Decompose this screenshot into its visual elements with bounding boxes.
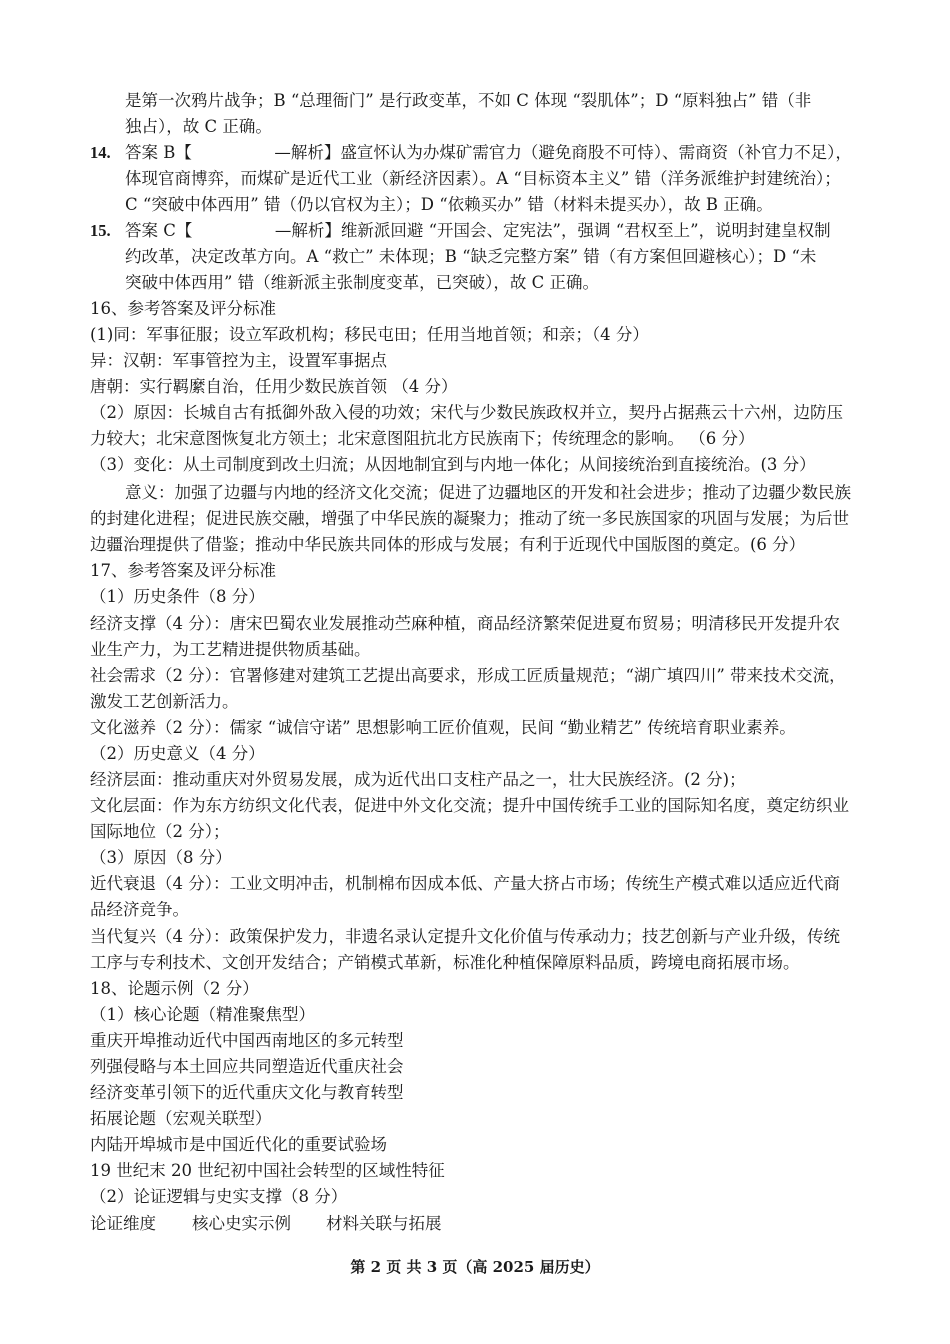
- text-line: 内陆开埠城市是中国近代化的重要试验场: [90, 1135, 387, 1154]
- text-line: 列强侵略与本土回应共同塑造近代重庆社会: [90, 1057, 404, 1076]
- text-line: 社会需求（2 分）：官署修建对建筑工艺提出高要求，形成工匠质量规范；“湖广填四川” 带来技术交流，: [90, 666, 846, 685]
- text-line: 唐朝：实行羁縻自治，任用少数民族首领 （4 分）: [90, 377, 458, 396]
- text-line: （2）历史意义（4 分）: [90, 744, 265, 763]
- text-line: 经济层面：推动重庆对外贸易发展，成为近代出口支柱产品之一，壮大民族经济。(2 分)；: [90, 770, 746, 789]
- question-number-15: 15.: [90, 221, 111, 240]
- text-line: C “突破中体西用” 错（仍以官权为主）；D “依赖买办” 错（材料未提买办），故 B 正确。: [125, 195, 773, 214]
- text-line: 重庆开埠推动近代中国西南地区的多元转型: [90, 1031, 404, 1050]
- text-line: 近代衰退（4 分）：工业文明冲击，机制棉布因成本低、产量大挤占市场；传统生产模式难以适应近代商: [90, 874, 840, 893]
- text-line: 业生产力，为工艺精进提供物质基础。: [90, 640, 371, 659]
- answer-15-line: 答案 C【 —解析】维新派回避 “开国会、定宪法”，强调 “君权至上”，说明封建皇权制: [125, 221, 831, 240]
- text-line: 工序与专利技术、文创开发结合；产销模式革新，标准化种植保障原料品质，跨境电商拓展市场。: [90, 953, 800, 972]
- table-header-facts: 核心史实示例: [192, 1214, 291, 1233]
- text-line: 品经济竞争。: [90, 900, 189, 919]
- text-line: 异：汉朝：军事管控为主，设置军事据点: [90, 351, 387, 370]
- answer-14-line: 答案 B【 —解析】盛宣怀认为办煤矿需官力（避免商股不可恃）、需商资（补官力不足），: [125, 143, 852, 162]
- text-line: 拓展论题（宏观关联型）: [90, 1109, 272, 1128]
- text-line: 体现官商博弈，而煤矿是近代工业（新经济因素）。A “目标资本主义” 错（洋务派维护封建统治）；: [125, 169, 841, 188]
- question-number-14: 14.: [90, 143, 111, 162]
- table-header-dimension: 论证维度: [90, 1214, 156, 1233]
- text-line: 力较大；北宋意图恢复北方领土；北宋意图阻抗北方民族南下；传统理念的影响。 （6 分）: [90, 429, 755, 448]
- text-line: 独占），故 C 正确。: [125, 117, 272, 136]
- text-line: （2）原因：长城自古有抵御外敌入侵的功效；宋代与少数民族政权并立，契丹占据燕云十六州，边防压: [90, 403, 843, 422]
- text-line: （3）变化：从土司制度到改土归流；从因地制宜到与内地一体化；从间接统治到直接统治。(3 分）: [90, 455, 816, 474]
- text-line: 文化滋养（2 分）：儒家 “诚信守诺” 思想影响工匠价值观，民间 “勤业精艺” 传统培育职业素养。: [90, 718, 796, 737]
- section-heading-17: 17、参考答案及评分标准: [90, 561, 276, 580]
- text-line: 意义：加强了边疆与内地的经济文化交流；促进了边疆地区的开发和社会进步；推动了边疆少数民族: [125, 483, 851, 502]
- text-line: 19 世纪末 20 世纪初中国社会转型的区域性特征: [90, 1161, 445, 1180]
- text-line: 约改革，决定改革方向。A “救亡” 未体现；B “缺乏完整方案” 错（有方案但回避核心）；D “未: [125, 247, 817, 266]
- section-heading-18: 18、论题示例（2 分）: [90, 979, 259, 998]
- text-line: 当代复兴（4 分）：政策保护发力，非遗名录认定提升文化价值与传承动力；技艺创新与产业升级，传统: [90, 927, 840, 946]
- text-line: 突破中体西用” 错（维新派主张制度变革，已突破），故 C 正确。: [125, 273, 600, 292]
- text-line: 的封建化进程；促进民族交融，增强了中华民族的凝聚力；推动了统一多民族国家的巩固与发展；为后世: [90, 509, 849, 528]
- table-header-material: 材料关联与拓展: [326, 1214, 442, 1233]
- text-line: （1）历史条件（8 分）: [90, 587, 265, 606]
- text-line: 国际地位（2 分）；: [90, 822, 230, 841]
- text-line: 是第一次鸦片战争；B “总理衙门” 是行政变革，不如 C 体现 “裂肌体”；D “原料独占” 错（非: [125, 91, 812, 110]
- text-line: 文化层面：作为东方纺织文化代表，促进中外文化交流；提升中国传统手工业的国际知名度，奠定纺织业: [90, 796, 849, 815]
- text-line: （3）原因（8 分）: [90, 848, 232, 867]
- text-line: 边疆治理提供了借鉴；推动中华民族共同体的形成与发展；有利于近现代中国版图的奠定。(6 分）: [90, 535, 806, 554]
- text-line: 激发工艺创新活力。: [90, 692, 239, 711]
- text-line: (1)同：军事征服；设立军政机构；移民屯田；任用当地首领；和亲；（4 分）: [90, 325, 649, 344]
- text-line: （1）核心论题（精准聚焦型）: [90, 1005, 315, 1024]
- section-heading-16: 16、参考答案及评分标准: [90, 299, 276, 318]
- text-line: 经济变革引领下的近代重庆文化与教育转型: [90, 1083, 404, 1102]
- page-footer: 第 2 页 共 3 页（高 2025 届历史）: [350, 1258, 600, 1276]
- text-line: 经济支撑（4 分）：唐宋巴蜀农业发展推动苎麻种植，商品经济繁荣促进夏布贸易；明清移民开发提升农: [90, 614, 840, 633]
- text-line: （2）论证逻辑与史实支撑（8 分）: [90, 1187, 348, 1206]
